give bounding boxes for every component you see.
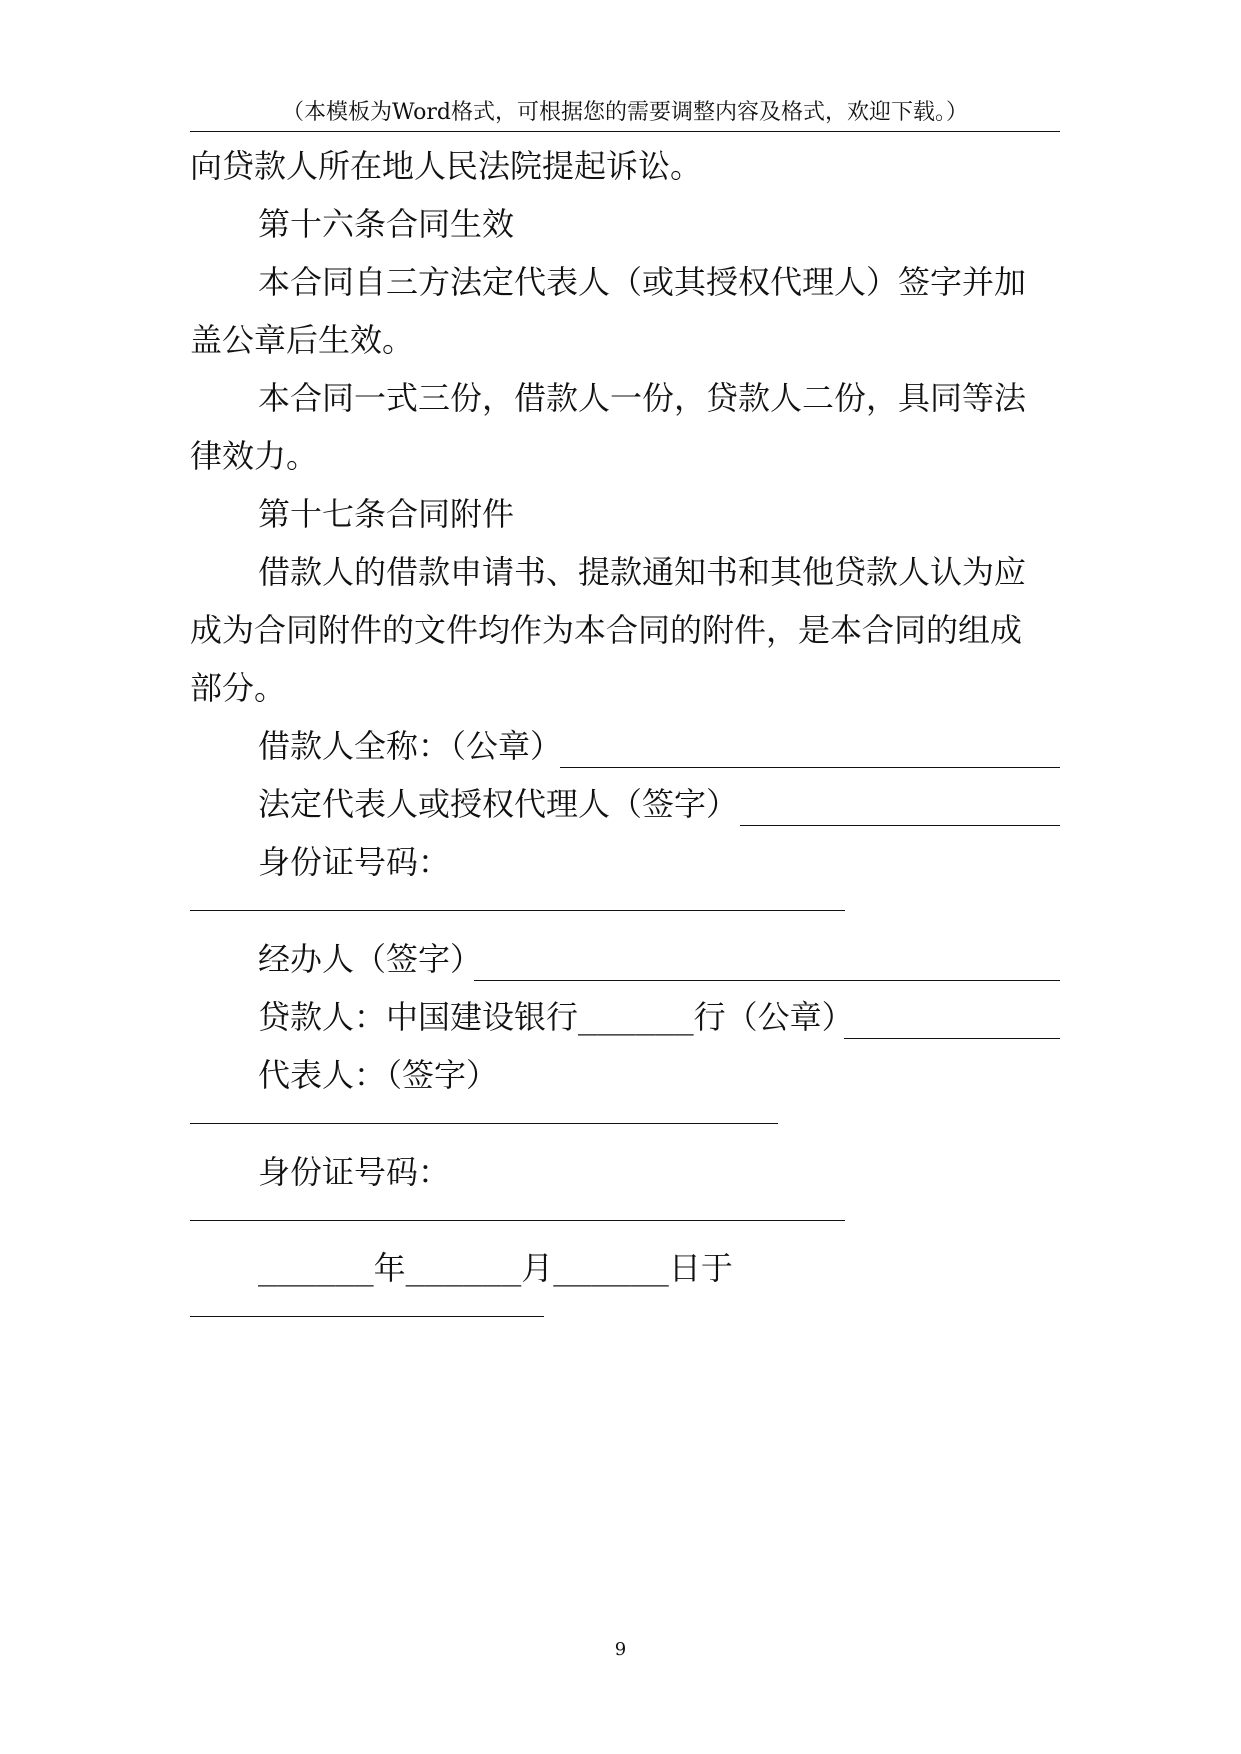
legal-rep-label: 法定代表人或授权代理人（签字） [258,785,739,823]
lender-branch-suffix: 行（公章） [693,998,854,1036]
paragraph-line: 成为合同附件的文件均作为本合同的附件，是本合同的组成 [190,611,1023,649]
paragraph-line: 向贷款人所在地人民法院提起诉讼。 [190,147,703,185]
date-day-blank[interactable]: ______ [553,1249,669,1287]
borrower-id-label: 身份证号码： [258,843,451,881]
header-note: （本模板为Word格式，可根据您的需要调整内容及格式，欢迎下载。） [282,100,968,125]
borrower-signature-line[interactable] [560,767,1060,768]
lender-id-line[interactable] [190,1220,845,1221]
lender-line [258,997,854,1037]
representative-signature-line[interactable] [190,1123,778,1124]
date-month-label: 月 [521,1249,554,1287]
place-line[interactable] [190,1316,544,1317]
lender-label: 贷款人：中国建设银行 [258,998,579,1036]
date-line [258,1248,733,1288]
borrower-label: 借款人全称：（公章） [258,727,563,765]
paragraph-line: 盖公章后生效。 [190,321,415,359]
article-16-heading: 第十六条合同生效 [258,205,515,243]
handler-label: 经办人（签字） [258,940,483,978]
date-year-blank[interactable]: ______ [258,1249,374,1287]
paragraph-line: 借款人的借款申请书、提款通知书和其他贷款人认为应 [258,553,1027,591]
page-number: 9 [614,1639,627,1660]
header-rule [190,131,1060,132]
paragraph-line: 律效力。 [190,437,319,475]
paragraph-line: 本合同自三方法定代表人（或其授权代理人）签字并加 [258,263,1027,301]
lender-id-label: 身份证号码： [258,1153,451,1191]
representative-label: 代表人：（签字） [258,1056,499,1094]
article-17-heading: 第十七条合同附件 [258,495,515,533]
lender-branch-blank[interactable]: ______ [578,998,694,1036]
date-day-label: 日于 [668,1249,733,1287]
handler-signature-line[interactable] [474,980,1060,981]
lender-seal-line[interactable] [844,1038,1060,1039]
legal-rep-signature-line[interactable] [740,825,1060,826]
borrower-id-line[interactable] [190,910,845,911]
paragraph-line: 部分。 [190,669,287,707]
date-year-label: 年 [373,1249,406,1287]
paragraph-line: 本合同一式三份，借款人一份，贷款人二份，具同等法 [258,379,1027,417]
date-month-blank[interactable]: ______ [405,1249,522,1287]
